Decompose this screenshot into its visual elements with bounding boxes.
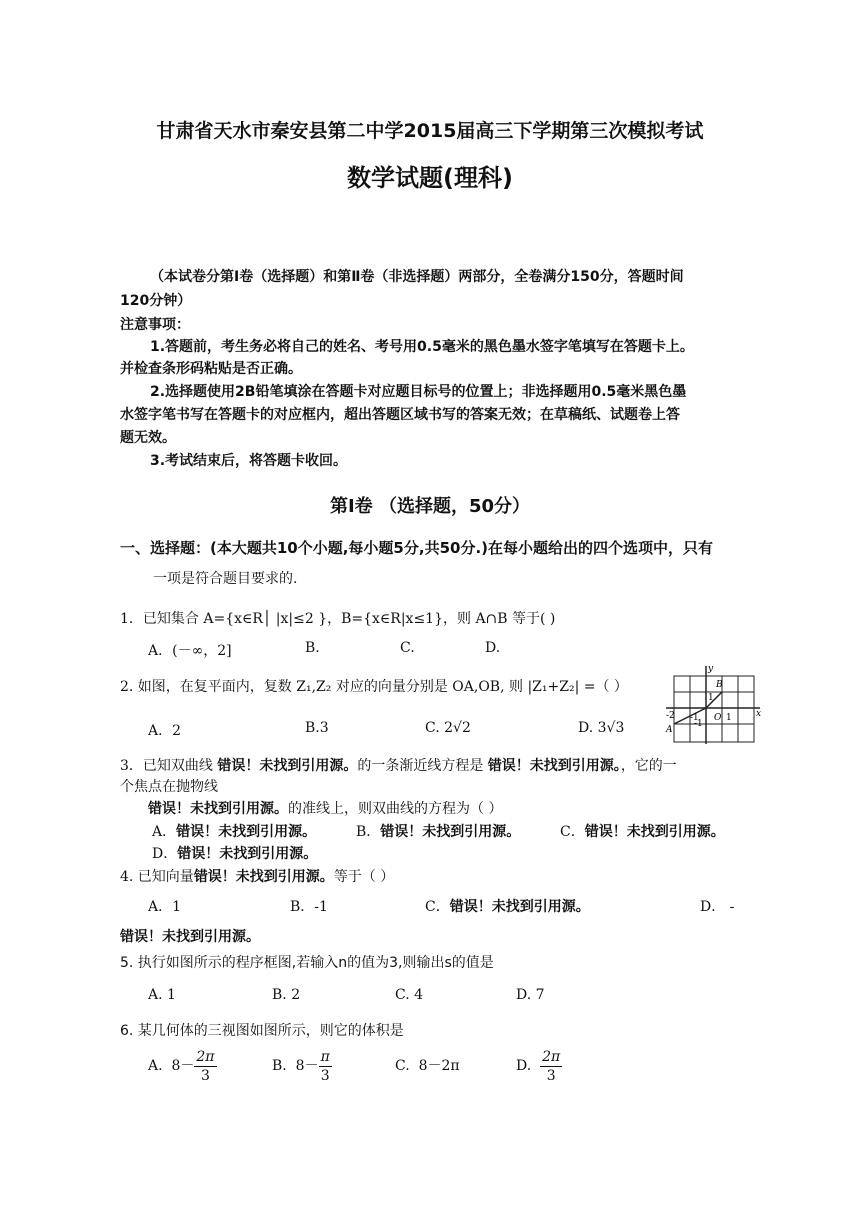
question-3-line-2: 个焦点在抛物线 bbox=[120, 779, 218, 795]
q6-option-c: C. 8－2π bbox=[395, 1058, 460, 1074]
fig-label-1y: 1 bbox=[708, 693, 714, 703]
fig-label-o: O bbox=[714, 713, 722, 723]
question-6: 6. 某几何体的三视图如图所示，则它的体积是 bbox=[120, 1023, 404, 1039]
note-1b: 并检查条形码粘贴是否正确。 bbox=[120, 361, 302, 377]
fig-label-b: B bbox=[716, 680, 723, 690]
q5-option-a: A. 1 bbox=[148, 987, 176, 1003]
q5-option-d: D. 7 bbox=[516, 987, 545, 1003]
q4-option-b: B．-1 bbox=[290, 899, 328, 915]
note-2a: 2.选择题使用2B铅笔填涂在答题卡对应题目标号的位置上；非选择题用0.5毫米黑色墨 bbox=[150, 384, 687, 400]
question-1: 1．已知集合 A={x∈R│ |x|≤2 }，B={x∈R|x≤1}，则 A∩B 等于( ) bbox=[120, 611, 556, 627]
fig-label-y: y bbox=[708, 664, 714, 674]
note-2b: 水签字笔书写在答题卡的对应框内，超出答题区域书写的答案无效；在草稿纸、试题卷上答 bbox=[120, 407, 680, 423]
q4-option-d: D． - bbox=[700, 899, 735, 915]
question-3-line-1: 3．已知双曲线 错误！未找到引用源。的一条渐近线方程是 错误！未找到引用源。，它的一 bbox=[120, 758, 677, 774]
question-2: 2. 如图，在复平面内，复数 Z₁,Z₂ 对应的向量分别是 OA,OB, 则 |Z₁+Z₂| =（ ） bbox=[120, 679, 628, 695]
fig-label-neg2: -2 bbox=[666, 711, 675, 721]
q4-option-d-cont: 错误！未找到引用源。 bbox=[120, 929, 260, 945]
fig-label-1x: 1 bbox=[726, 713, 732, 723]
q2-option-b: B.3 bbox=[305, 720, 329, 736]
complex-plane-figure bbox=[664, 662, 764, 746]
q4-option-a: A．1 bbox=[148, 899, 182, 915]
question-5: 5. 执行如图所示的程序框图,若输入n的值为3,则输出s的值是 bbox=[120, 955, 494, 971]
section-heading: 一、选择题：(本大题共10个小题,每小题5分,共50分.)在每小题给出的四个选项中，只有 bbox=[120, 539, 713, 557]
q3-option-a: A．错误！未找到引用源。 bbox=[152, 824, 317, 840]
exam-title: 甘肃省天水市秦安县第二中学2015届高三下学期第三次模拟考试 bbox=[156, 120, 704, 142]
q1-option-d: D. bbox=[485, 640, 501, 656]
q3-option-d: D．错误！未找到引用源。 bbox=[152, 846, 318, 862]
notes-heading: 注意事项： bbox=[120, 317, 190, 333]
fig-label-neg1x: -1 bbox=[690, 713, 699, 723]
q4-option-c: C．错误！未找到引用源。 bbox=[425, 899, 590, 915]
question-4: 4. 已知向量错误！未找到引用源。等于（ ） bbox=[120, 869, 395, 885]
fig-label-a: A bbox=[666, 725, 673, 735]
note-1a: 1.答题前，考生务必将自己的姓名、考号用0.5毫米的黑色墨水签字笔填写在答题卡上。 bbox=[150, 339, 694, 355]
intro-line-1: （本试卷分第Ⅰ卷（选择题）和第Ⅱ卷（非选择题）两部分，全卷满分150分，答题时间 bbox=[150, 269, 684, 285]
q6-option-a: A. 8－ $\frac{2\pi}{3}$ bbox=[148, 1048, 215, 1084]
q6-option-b: B. 8－ $\frac{\pi}{3}$ bbox=[272, 1048, 330, 1084]
fig-label-x: x bbox=[756, 709, 762, 719]
q6-option-d: D. $\frac{2\pi}{3}$ bbox=[516, 1048, 561, 1084]
q1-option-b: B. bbox=[305, 640, 320, 656]
q1-option-c: C. bbox=[400, 640, 415, 656]
q5-option-b: B. 2 bbox=[272, 987, 301, 1003]
exam-subtitle: 数学试题(理科) bbox=[347, 164, 513, 192]
fig-label-neg1y: -1 bbox=[694, 719, 703, 729]
q5-option-c: C. 4 bbox=[395, 987, 424, 1003]
q3-option-b: B．错误！未找到引用源。 bbox=[356, 824, 521, 840]
section-heading-2: 一项是符合题目要求的. bbox=[153, 571, 298, 587]
q2-option-c: C. 2√2 bbox=[425, 720, 471, 736]
note-2c: 题无效。 bbox=[120, 430, 176, 446]
intro-line-2: 120分钟） bbox=[120, 293, 192, 309]
q3-option-c: C．错误！未找到引用源。 bbox=[560, 824, 725, 840]
question-3-line-3: 错误！未找到引用源。的准线上，则双曲线的方程为（ ） bbox=[148, 801, 503, 817]
q2-option-d: D. 3√3 bbox=[578, 720, 625, 736]
q1-option-a: A．(－∞，2] bbox=[148, 643, 232, 659]
note-3: 3.考试结束后，将答题卡收回。 bbox=[150, 453, 348, 469]
q2-option-a: A．2 bbox=[148, 723, 182, 739]
section-title: 第Ⅰ卷 （选择题，50分） bbox=[329, 496, 530, 517]
